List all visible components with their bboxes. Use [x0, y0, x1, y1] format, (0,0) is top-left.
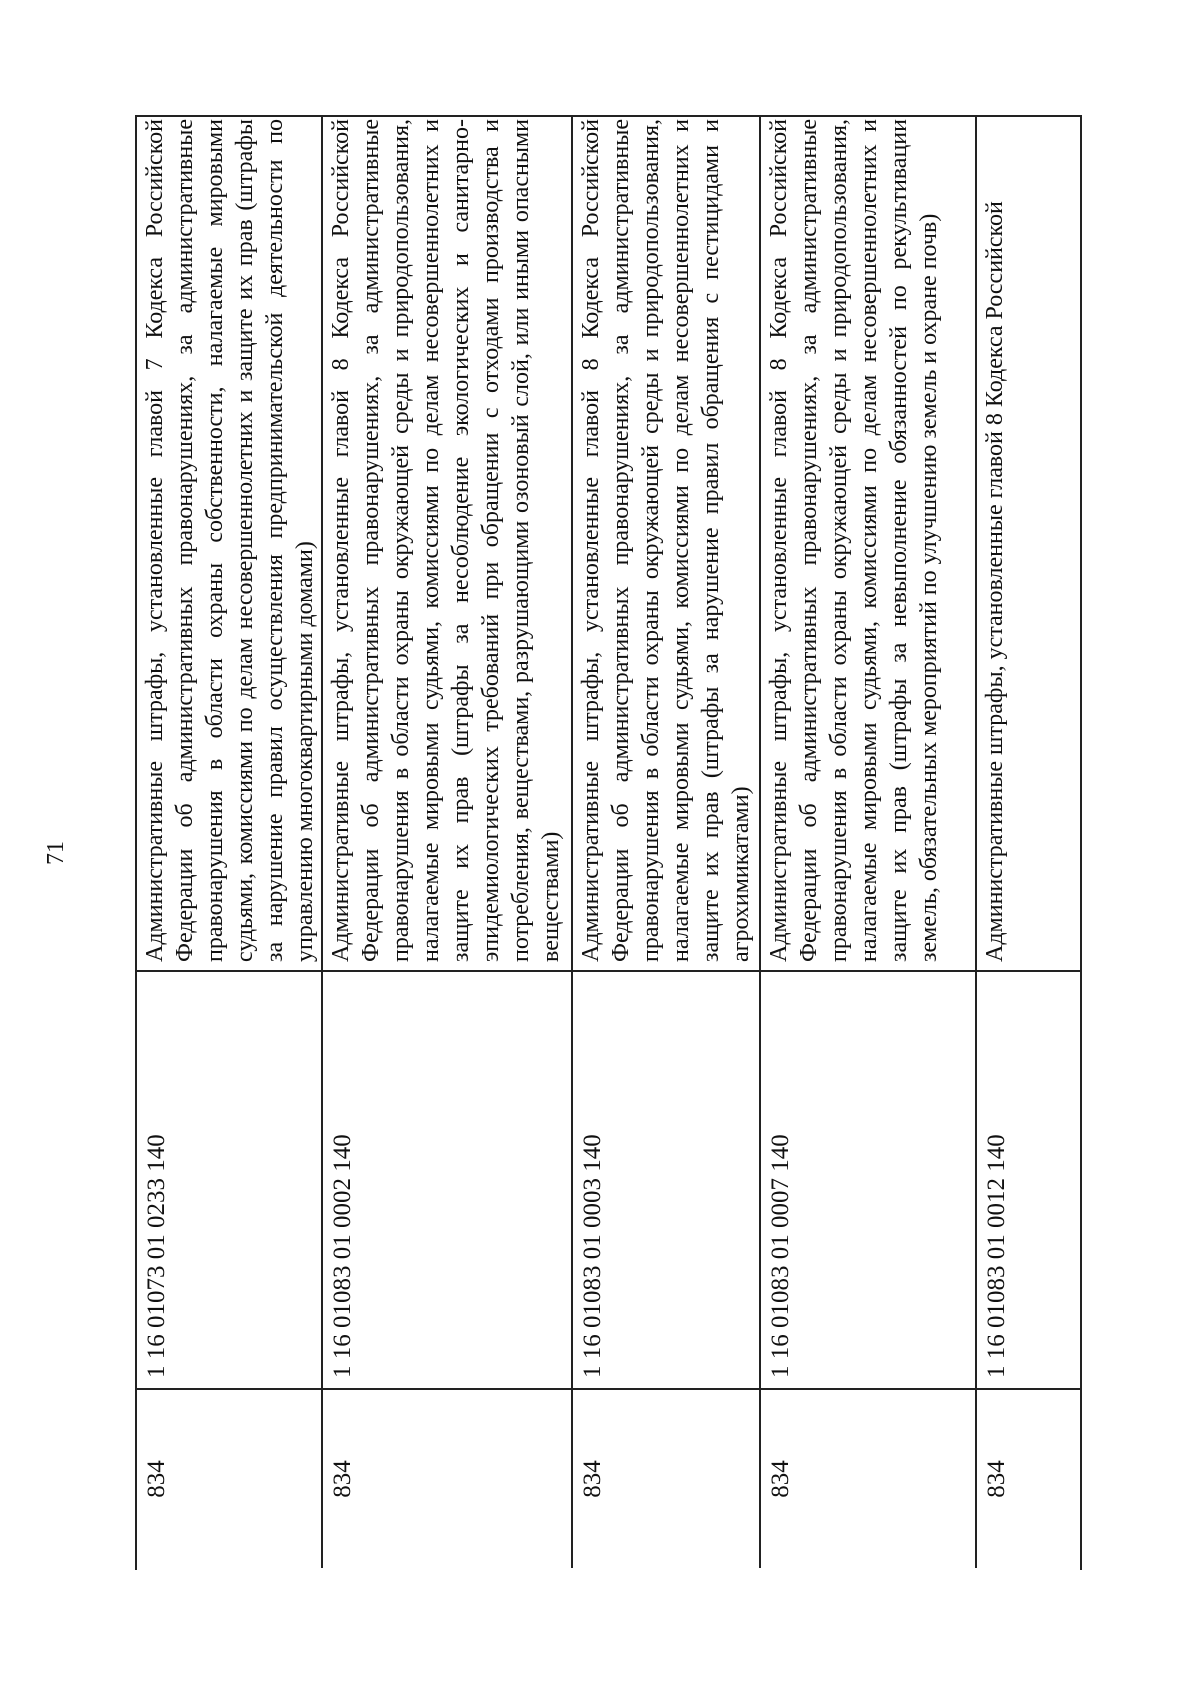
budget-code-cell: 1 16 01083 01 0007 140 [761, 970, 975, 1388]
revenue-name-cell: Административные штрафы, установленные главой 7 Кодекса Российской Федерации об административных правонарушениях, за административные правонарушения в области охраны собственности, налагаемые мировыми судьями, комиссиями по делам несовершеннолетних и защите их прав (штрафы за нарушение правил осуществления предпринимательской деятельности по управлению многоквартирными домами) [142, 119, 318, 962]
admin-code-cell: 834 [573, 1388, 759, 1568]
revenue-name-cell: Административные штрафы, установленные главой 8 Кодекса Российской Федерации об административных правонарушениях, за административные правонарушения в области охраны окружающей среды и природопользования, налагаемые мировыми судьями, комиссиями по делам несовершеннолетних и защите их прав (штрафы за нарушение правил обращения с пестицидами и агрохимикатами) [578, 119, 754, 962]
table-row [761, 115, 977, 1568]
table-row [573, 115, 761, 1568]
budget-code-cell: 1 16 01083 01 0012 140 [977, 970, 1080, 1388]
revenue-name-cell: Административные штрафы, установленные главой 8 Кодекса Российской [982, 201, 1008, 962]
budget-code-cell: 1 16 01073 01 0233 140 [137, 970, 321, 1388]
table-row [977, 115, 1080, 1568]
page-number: 71 [43, 841, 69, 865]
revenue-name-cell: Административные штрафы, установленные главой 8 Кодекса Российской Федерации об административных правонарушениях, за административные правонарушения в области охраны окружающей среды и природопользования, налагаемые мировыми судьями, комиссиями по делам несовершеннолетних и защите их прав (штрафы за невыполнение обязанностей по рекультивации земель, обязательных мероприятий по улучшению земель и охране почв) [766, 119, 942, 962]
budget-code-cell: 1 16 01083 01 0003 140 [573, 970, 759, 1388]
table-body [137, 115, 1080, 1568]
admin-code-cell: 834 [323, 1388, 571, 1568]
budget-code-table [135, 115, 1082, 1570]
table-row [137, 115, 323, 1568]
admin-code-cell: 834 [137, 1388, 321, 1568]
admin-code-cell: 834 [977, 1388, 1080, 1568]
revenue-name-cell: Административные штрафы, установленные главой 8 Кодекса Российской Федерации об административных правонарушениях, за административные правонарушения в области охраны окружающей среды и природопользования, налагаемые мировыми судьями, комиссиями по делам несовершеннолетних и защите их прав (штрафы за несоблюдение экологических и санитарно-эпидемиологических требований при обращении с отходами производства и потребления, веществами, разрушающими озоновый слой, или иными опасными веществами) [328, 119, 564, 962]
table-row [323, 115, 573, 1568]
admin-code-cell: 834 [761, 1388, 975, 1568]
budget-code-cell: 1 16 01083 01 0002 140 [323, 970, 571, 1388]
